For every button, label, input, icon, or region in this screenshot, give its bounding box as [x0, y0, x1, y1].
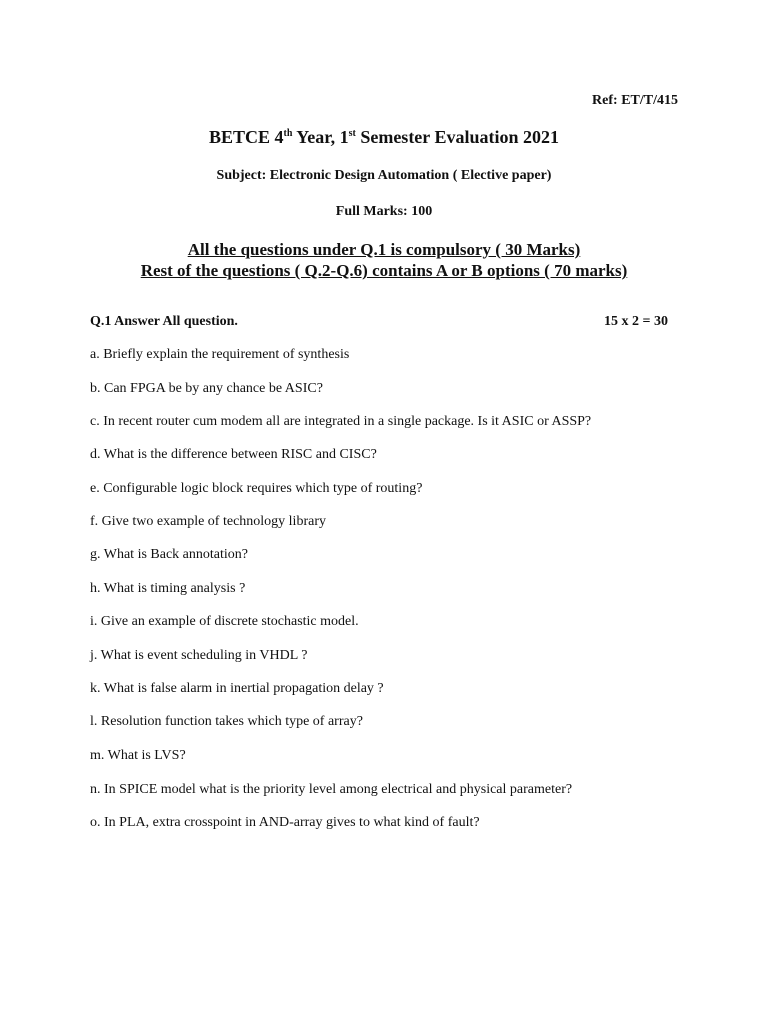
question-item-b: b. Can FPGA be by any chance be ASIC?: [90, 381, 323, 396]
title-part-2: Year, 1: [292, 127, 349, 147]
question-item-i: i. Give an example of discrete stochastic model.: [90, 614, 359, 629]
question-item-f: f. Give two example of technology library: [90, 514, 326, 529]
subject-line: Subject: Electronic Design Automation ( Elective paper): [216, 168, 552, 183]
question-item-j: j. What is event scheduling in VHDL ?: [90, 648, 308, 663]
question-1-heading: Q.1 Answer All question.: [90, 314, 238, 329]
question-item-k: k. What is false alarm in inertial propagation delay ?: [90, 681, 384, 696]
question-item-n: n. In SPICE model what is the priority level among electrical and physical parameter?: [90, 782, 573, 797]
exam-title: [0, 127, 768, 148]
question-item-a: a. Briefly explain the requirement of synthesis: [90, 347, 350, 362]
question-item-c: c. In recent router cum modem all are integrated in a single package. Is it ASIC or ASSP?: [90, 414, 592, 429]
question-item-h: h. What is timing analysis ?: [90, 581, 246, 596]
title-superscript-1: th: [283, 128, 293, 139]
question-item-e: e. Configurable logic block requires which type of routing?: [90, 481, 423, 496]
question-item-d: d. What is the difference between RISC and CISC?: [90, 447, 377, 462]
question-item-g: g. What is Back annotation?: [90, 547, 248, 562]
instruction-compulsory: All the questions under Q.1 is compulsory ( 30 Marks): [187, 240, 581, 259]
question-1-marks: 15 x 2 = 30: [604, 314, 668, 329]
title-part-3: Semester Evaluation 2021: [355, 127, 559, 147]
reference-code: Ref: ET/T/415: [592, 93, 678, 108]
instruction-options: Rest of the questions ( Q.2-Q.6) contains A or B options ( 70 marks): [140, 261, 628, 280]
question-item-m: m. What is LVS?: [90, 748, 186, 763]
title-part-1: BETCE 4: [208, 127, 284, 147]
question-item-o: o. In PLA, extra crosspoint in AND-array gives to what kind of fault?: [90, 815, 480, 830]
question-item-l: l. Resolution function takes which type of array?: [90, 714, 363, 729]
title-superscript-2: st: [348, 128, 356, 139]
full-marks: Full Marks: 100: [335, 204, 433, 219]
